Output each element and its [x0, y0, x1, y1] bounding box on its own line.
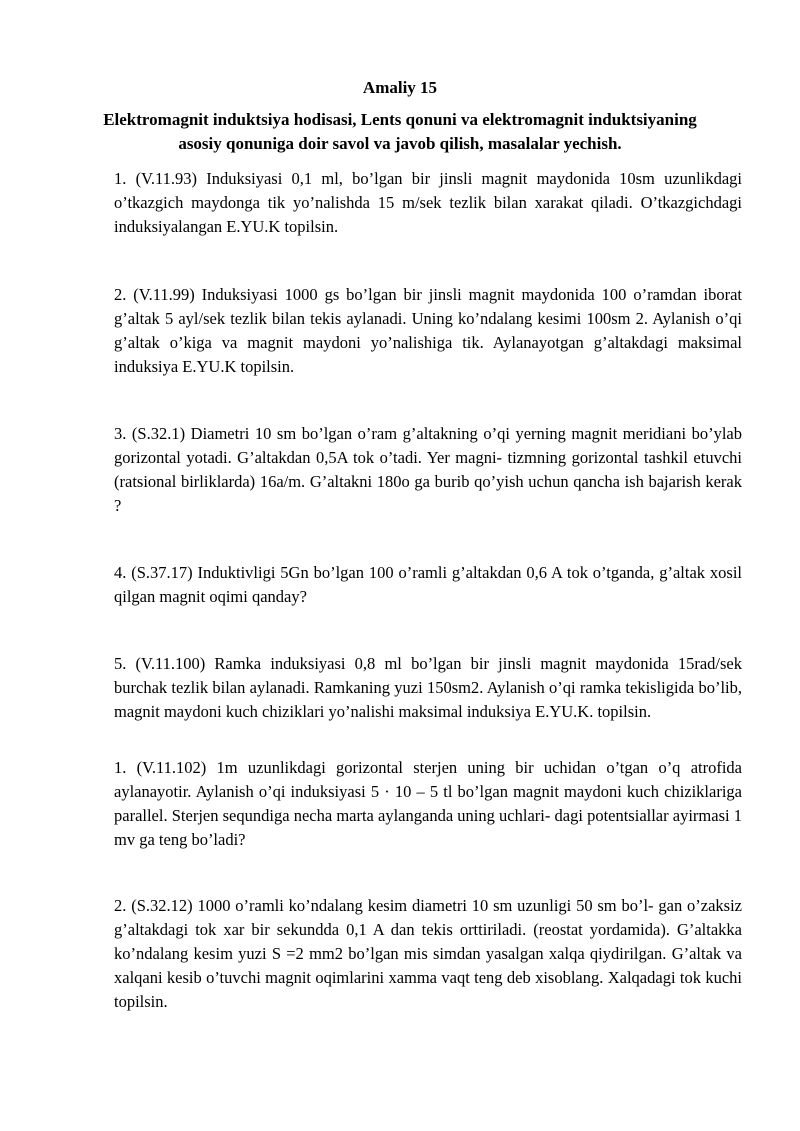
problem-paragraph: 4. (S.37.17) Induktivligi 5Gn bo’lgan 100 o’ramli g’altakdan 0,6 A tok o’tganda, g’altak xosil qilgan magnit oqimi qanday? — [114, 563, 742, 606]
problem-paragraph: 2. (S.32.12) 1000 o’ramli ko’ndalang kesim diametri 10 sm uzunligi 50 sm bo’l- gan o’zaksiz g’altakdagi tok xar bir sekundda 0,1 A dan tekis orttiriladi. (reostat yordamida). G’altakka ko’ndalang kesim yuzi S =2 mm2 bo’lgan mis simdan yasalgan xalqa qiydirilgan. G’altak va xalqani kesib o’tuvchi magnit oqimlarini xamma vaqt teng deb xisoblang. Xalqadagi tok kuchi topilsin. — [114, 896, 742, 1011]
problem-paragraph: 1. (V.11.102) 1m uzunlikdagi gorizontal sterjen uning bir uchidan o’tgan o’q atrofida aylanayotir. Aylanish o’qi induksiyasi 5 · 10 – 5 tl bo’lgan magnit maydoni kuch chiziklariga parallel. Sterjen sequndiga necha marta aylanganda uning uchlari- dagi potentsiallar ayirmasi 1 mv ga teng bo’ladi? — [114, 758, 742, 849]
page-title: Amaliy 15 — [362, 78, 438, 97]
problem-paragraph: 3. (S.32.1) Diametri 10 sm bo’lgan o’ram g’altakning o’qi yerning magnit meridiani bo’ylab gorizontal yotadi. G’altakdan 0,5A tok o’tadi. Yer magni- tizmning gorizontal tashkil etuvchi (ratsional birliklarda) 16a/m. G’altakni 180o ga burib qo’yish uchun qancha ish bajarish kerak ? — [114, 424, 742, 515]
problem-paragraph: 2. (V.11.99) Induksiyasi 1000 gs bo’lgan bir jinsli magnit maydonida 100 o’ramdan iborat g’altak 5 ayl/sek tezlik bilan tekis aylanadi. Uning ko’ndalang kesimi 100sm 2. Aylanish o’qi g’altak o’kiga va magnit maydoni yo’nalishiga tik. Aylanayotgan g’altakdagi maksimal induksiya E.YU.K topilsin. — [114, 285, 742, 376]
problem-paragraph: 1. (V.11.93) Induksiyasi 0,1 ml, bo’lgan bir jinsli magnit maydonida 10sm uzunlikdagi o’tkazgich maydonga tik yo’nalishda 15 m/sek tezlik bilan xarakat qiladi. O’tkazgichdagi induksiyalangan E.YU.K topilsin. — [114, 169, 742, 236]
problem-paragraph: 5. (V.11.100) Ramka induksiyasi 0,8 ml bo’lgan bir jinsli magnit maydonida 15rad/sek burchak tezlik bilan aylanadi. Ramkaning yuzi 150sm2. Aylanish o’qi ramka tekisligida bo’lib, magnit maydoni kuch chiziklari yo’nalishi maksimal induksiya E.YU.K. topilsin. — [114, 654, 742, 721]
page-subtitle: Elektromagnit induktsiya hodisasi, Lents qonuni va elektromagnit induktsiyaning asosiy qonuniga doir savol va javob qilish, masalalar yechish. — [103, 110, 697, 153]
